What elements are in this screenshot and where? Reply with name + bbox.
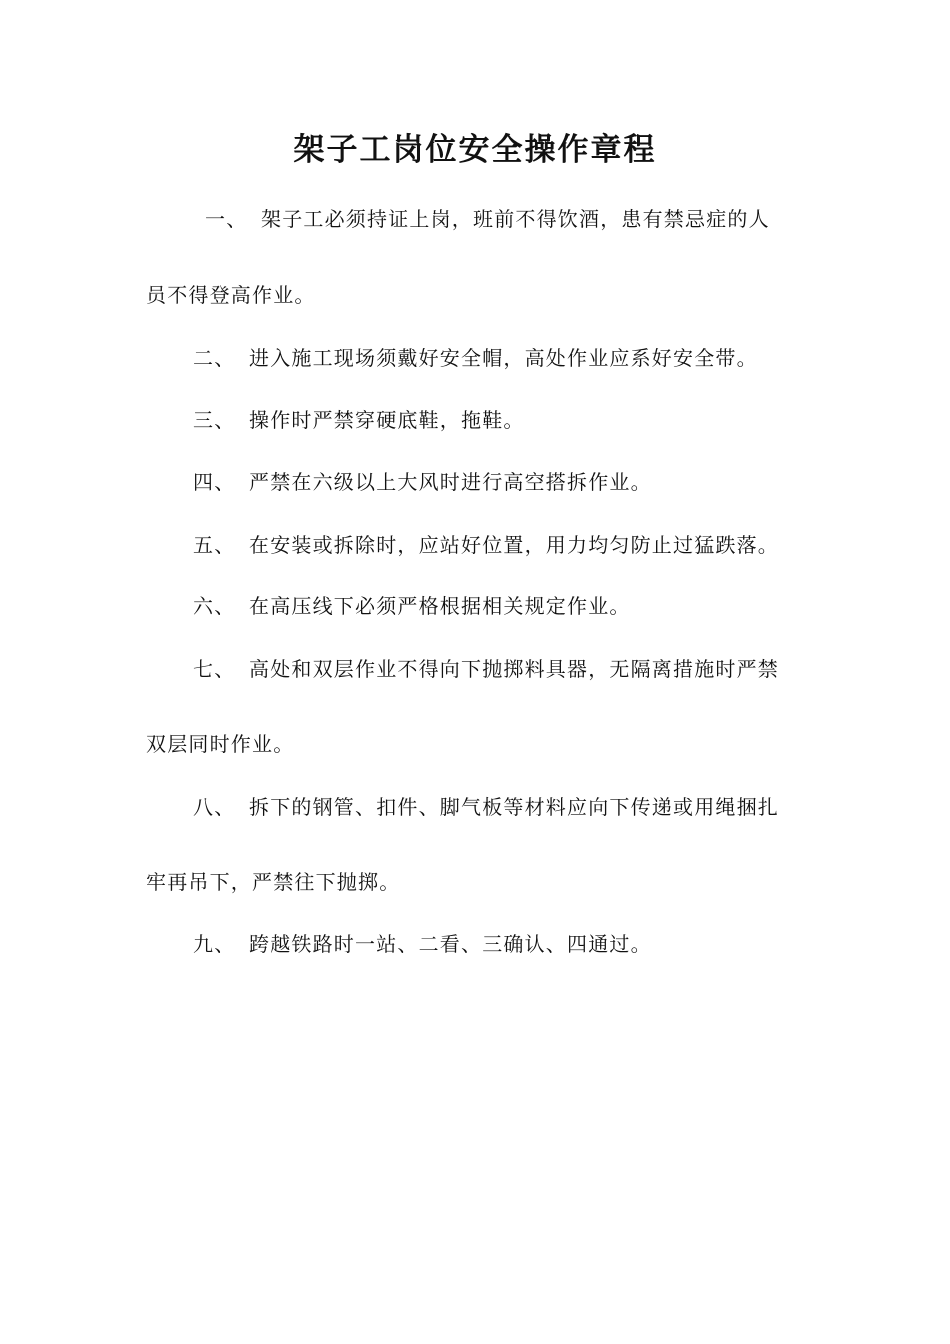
rule-item-2 bbox=[193, 343, 758, 373]
rule-text: 在高压线下必须严格根据相关规定作业。 bbox=[249, 594, 631, 618]
rule-text: 高处和双层作业不得向下抛掷料具器，无隔离措施时严禁 bbox=[249, 657, 779, 681]
rule-text: 拆下的钢管、扣件、脚气板等材料应向下传递或用绳捆扎 bbox=[249, 795, 779, 819]
rule-item-6 bbox=[193, 591, 631, 621]
rule-item-1-continuation: 员不得登高作业。 bbox=[146, 283, 316, 307]
rule-number: 五、 bbox=[193, 533, 236, 557]
rule-text: 严禁在六级以上大风时进行高空搭拆作业。 bbox=[249, 470, 652, 494]
rule-number: 七、 bbox=[193, 657, 236, 681]
rule-number: 六、 bbox=[193, 594, 236, 618]
rule-number: 三、 bbox=[193, 408, 236, 432]
rule-text: 架子工必须持证上岗，班前不得饮酒，患有禁忌症的人 bbox=[261, 207, 770, 231]
rule-item-4 bbox=[193, 467, 652, 497]
rule-text: 在安装或拆除时，应站好位置，用力均匀防止过猛跌落。 bbox=[249, 533, 779, 557]
rule-number: 九、 bbox=[193, 932, 236, 956]
rule-text: 跨越铁路时一站、二看、三确认、四通过。 bbox=[249, 932, 652, 956]
rule-item-1 bbox=[205, 204, 770, 234]
rule-item-5 bbox=[193, 530, 779, 560]
rule-number: 二、 bbox=[193, 346, 236, 370]
rule-item-8-continuation: 牢再吊下，严禁往下抛掷。 bbox=[146, 870, 401, 894]
rule-number: 四、 bbox=[193, 470, 236, 494]
rule-item-9 bbox=[193, 929, 652, 959]
rule-text: 进入施工现场须戴好安全帽，高处作业应系好安全带。 bbox=[249, 346, 758, 370]
rule-item-3 bbox=[193, 405, 525, 435]
rule-item-8 bbox=[193, 792, 779, 822]
rule-number: 一、 bbox=[205, 207, 248, 231]
rule-item-7-continuation: 双层同时作业。 bbox=[146, 732, 295, 756]
rule-text: 操作时严禁穿硬底鞋，拖鞋。 bbox=[249, 408, 525, 432]
rule-number: 八、 bbox=[193, 795, 236, 819]
document-title: 架子工岗位安全操作章程 bbox=[293, 132, 657, 168]
rule-item-7 bbox=[193, 654, 779, 684]
